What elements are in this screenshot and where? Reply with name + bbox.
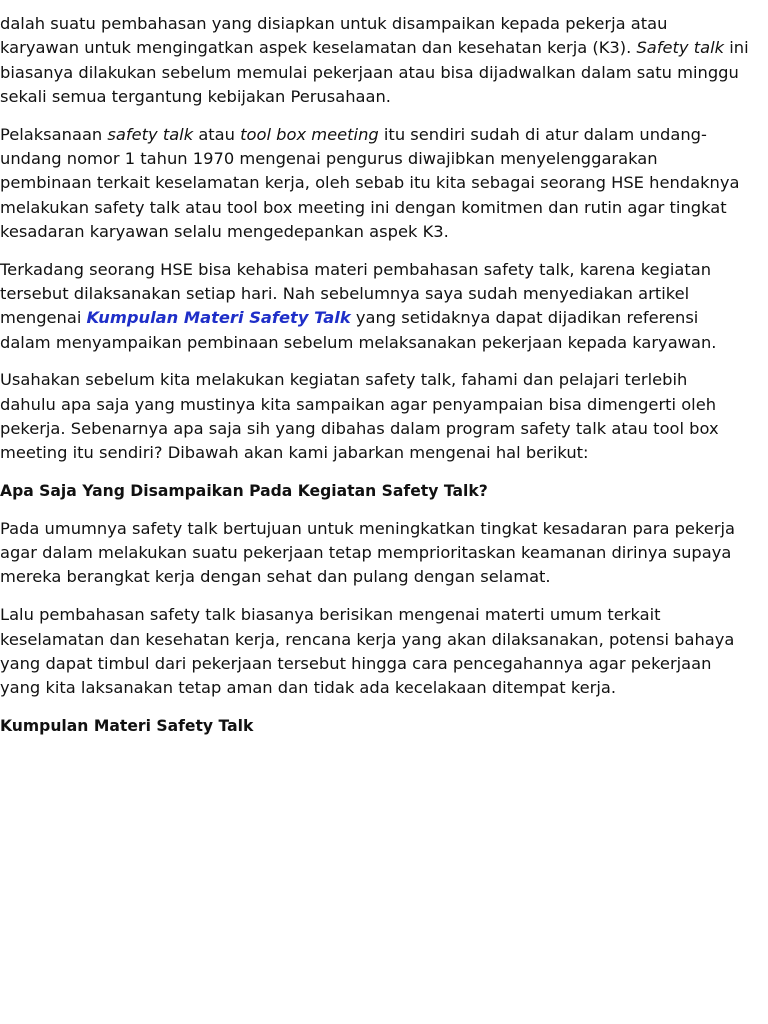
text-line <box>0 147 768 171</box>
text-line <box>0 171 768 195</box>
text-line <box>0 441 768 465</box>
text-line <box>0 258 768 282</box>
text-run: tersebut dilaksanakan setiap hari. Nah sebelumnya saya sudah menyediakan artikel <box>0 283 690 303</box>
text-run: biasanya dilakukan sebelum memulai pekerjaan atau bisa dijadwalkan dalam satu minggu <box>0 62 739 82</box>
text-run: Pelaksanaan <box>0 124 108 144</box>
text-run: yang setidaknya dapat dijadikan referensi <box>350 308 699 328</box>
text-run: Lalu pembahasan safety talk biasanya berisikan mengenai materti umum terkait <box>0 605 661 625</box>
text-line <box>0 603 768 627</box>
text-line <box>0 652 768 676</box>
text-run: keselamatan dan kesehatan kerja, rencana kerja yang akan dilaksanakan, potensi bahaya <box>0 629 735 649</box>
text-line <box>0 393 768 417</box>
text-run: agar dalam melakukan suatu pekerjaan tetap memprioritaskan keamanan dirinya supaya <box>0 543 732 563</box>
text-run: yang dapat timbul dari pekerjaan tersebut hingga cara pencegahannya agar pekerjaan <box>0 653 712 673</box>
article-link[interactable]: Kumpulan Materi Safety Talk <box>86 308 351 328</box>
text-run: undang nomor 1 tahun 1970 mengenai pengurus diwajibkan menyelenggarakan <box>0 148 658 168</box>
text-run: yang kita laksanakan tetap aman dan tidak ada kecelakaan ditempat kerja. <box>0 678 617 698</box>
text-run: dalah suatu pembahasan yang disiapkan untuk disampaikan kepada pekerja atau <box>0 14 668 33</box>
paragraph <box>0 123 768 244</box>
text-line <box>0 220 768 244</box>
text-line <box>0 196 768 220</box>
text-line <box>0 123 768 147</box>
text-run: sekali semua tergantung kebijakan Perusahaan. <box>0 86 391 106</box>
paragraph <box>0 603 768 700</box>
text-line <box>0 565 768 589</box>
text-run: pembinaan terkait keselamatan kerja, oleh sebab itu kita sebagai seorang HSE hendaknya <box>0 173 740 193</box>
text-line <box>0 61 768 85</box>
text-line <box>0 85 768 109</box>
paragraph <box>0 517 768 590</box>
text-line <box>0 331 768 355</box>
text-run: melakukan safety talk atau tool box meeting ini dengan komitmen dan rutin agar tingkat <box>0 197 727 217</box>
text-run: meeting itu sendiri? Dibawah akan kami jabarkan mengenai hal berikut: <box>0 443 589 463</box>
text-run: Usahakan sebelum kita melakukan kegiatan safety talk, fahami dan pelajari terlebih <box>0 370 688 390</box>
text-line <box>0 36 768 60</box>
text-run: pekerja. Sebenarnya apa saja sih yang dibahas dalam program safety talk atau tool box <box>0 418 719 438</box>
italic-term: safety talk <box>107 124 194 144</box>
text-run: karyawan untuk mengingatkan aspek keselamatan dan kesehatan kerja (K3). <box>0 38 637 58</box>
text-run: Pada umumnya safety talk bertujuan untuk meningkatkan tingkat kesadaran para pekerja <box>0 518 736 538</box>
paragraph <box>0 12 768 109</box>
section-heading: Kumpulan Materi Safety Talk <box>0 716 254 735</box>
text-line <box>0 676 768 700</box>
text-run: mereka berangkat kerja dengan sehat dan pulang dengan selamat. <box>0 567 551 587</box>
text-line <box>0 368 768 392</box>
section-heading: Apa Saja Yang Disampaikan Pada Kegiatan Safety Talk? <box>0 482 488 501</box>
text-line <box>0 417 768 441</box>
paragraph <box>0 368 768 465</box>
text-run: dahulu apa saja yang mustinya kita sampaikan agar penyampaian bisa dimengerti oleh <box>0 394 717 414</box>
text-line <box>0 541 768 565</box>
text-run: ini <box>724 38 749 58</box>
paragraph <box>0 258 768 355</box>
article-body <box>0 12 768 752</box>
text-run: itu sendiri sudah di atur dalam undang- <box>378 124 707 144</box>
text-line <box>0 12 768 36</box>
text-run: Terkadang seorang HSE bisa kehabisa materi pembahasan safety talk, karena kegiatan <box>0 259 712 279</box>
text-line <box>0 517 768 541</box>
text-line <box>0 306 768 330</box>
italic-term: tool box meeting <box>240 124 379 144</box>
text-run: kesadaran karyawan selalu mengedepankan aspek K3. <box>0 221 449 241</box>
text-line <box>0 282 768 306</box>
text-run: mengenai <box>0 308 87 328</box>
italic-term: Safety talk <box>636 38 725 58</box>
text-run: dalam menyampaikan pembinaan sebelum melaksanakan pekerjaan kepada karyawan. <box>0 332 717 352</box>
text-run: atau <box>193 124 241 144</box>
text-line <box>0 628 768 652</box>
